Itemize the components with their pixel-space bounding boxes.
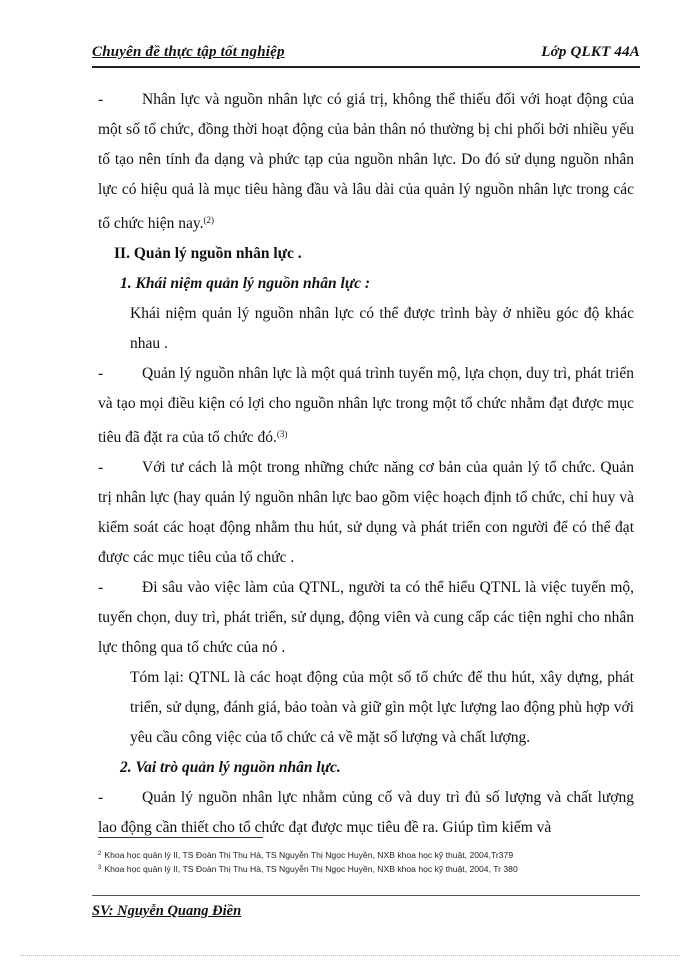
paragraph-text: Quản lý nguồn nhân lực là một quá trình tuyển mộ, lựa chọn, duy trì, phát triển và tạo mọi điều kiện có lợi cho nguồn nhân lực trong một tổ chức nhằm đạt được mục tiêu đã đặt ra của tổ chức đó. [98,365,634,446]
document-body [98,85,634,843]
footnote-text: Khoa học quản lý II, TS Đoàn Thị Thu Hà, TS Nguyễn Thị Ngọc Huyền, NXB khoa học kỹ thuật, 2004,Tr379 [104,850,514,860]
footer-divider [92,895,640,896]
page-footer: SV: Nguyễn Quang Điền [92,903,242,919]
paragraph-text: Nhân lực và nguồn nhân lực có giá trị, không thể thiếu đối với hoạt động của một số tổ chức, đồng thời hoạt động của bản thân nó thường bị chi phối bởi nhiều yếu tố tạo nên tính đa dạng và phức tạp của nguồn nhân lực. Do đó sử dụng nguồn nhân lực có hiệu quả là mục tiêu hàng đầu và lâu dài của quản lý nguồn nhân lực trong các tổ chức hiện nay. [98,91,634,232]
bullet: - [98,579,104,596]
page-header [92,40,640,68]
citation-ref: (2) [203,215,215,225]
paragraph-7 [98,783,634,843]
section-heading-II: II. Quản lý nguồn nhân lực . [114,245,302,262]
subsection-heading-2: 2. Vai trò quản lý nguồn nhân lực. [120,759,341,776]
paragraph-text: Với tư cách là một trong những chức năng cơ bản của quản lý tổ chức. Quản trị nhân lực (hay quản lý nguồn nhân lực bao gồm việc hoạch định tổ chức, chỉ huy và kiểm soát các hoạt động nhằm thu hút, sử dụng và phát triển con người để có thể đạt được các mục tiêu của tổ chức . [98,459,634,566]
page-break-line [20,955,680,956]
paragraph-3 [98,359,634,453]
bullet: - [98,789,104,806]
footnote-mark: 3 [98,865,102,871]
paragraph-text: Đi sâu vào việc làm của QTNL, người ta có thể hiểu QTNL là việc tuyển mộ, tuyển chọn, duy trì, phát triển, sử dụng, động viên và cung cấp các tiện nghi cho nhân lực thông qua tổ chức của nó . [98,579,634,656]
header-title: Chuyên đề thực tập tốt nghiệp [92,44,285,60]
footnote [98,848,643,862]
paragraph-2: Khái niệm quản lý nguồn nhân lực có thể được trình bày ở nhiều góc độ khác nhau . [130,305,634,352]
footnotes [98,848,643,876]
citation-ref: (3) [276,429,288,439]
paragraph-1 [98,85,634,239]
footnote [98,862,643,876]
paragraph-text: Quản lý nguồn nhân lực nhằm củng cố và duy trì đủ số lượng và chất lượng lao động cần thiết cho tổ chức đạt được mục tiêu đề ra. Giúp tìm kiếm và [98,789,634,836]
paragraph-summary: Tóm lại: QTNL là các hoạt động của một số tổ chức để thu hút, xây dựng, phát triển, sử dụng, đánh giá, bảo toàn và giữ gìn một lực lượng lao động phù hợp với yêu cầu công việc của tổ chức cả về mặt số lượng và chất lượng. [130,669,634,746]
bullet: - [98,459,104,476]
bullet: - [98,365,104,382]
footnote-divider [98,837,263,838]
paragraph-4 [98,453,634,573]
subsection-heading-1: 1. Khái niệm quản lý nguồn nhân lực : [120,275,371,292]
paragraph-5 [98,573,634,663]
bullet: - [98,91,104,108]
footnote-mark: 2 [98,851,102,857]
footnote-text: Khoa học quản lý II, TS Đoàn Thị Thu Hà, TS Nguyễn Thị Ngọc Huyền, NXB khoa học kỹ thuật, 2004, Tr 380 [104,864,518,874]
header-class: Lớp QLKT 44A [541,44,640,60]
